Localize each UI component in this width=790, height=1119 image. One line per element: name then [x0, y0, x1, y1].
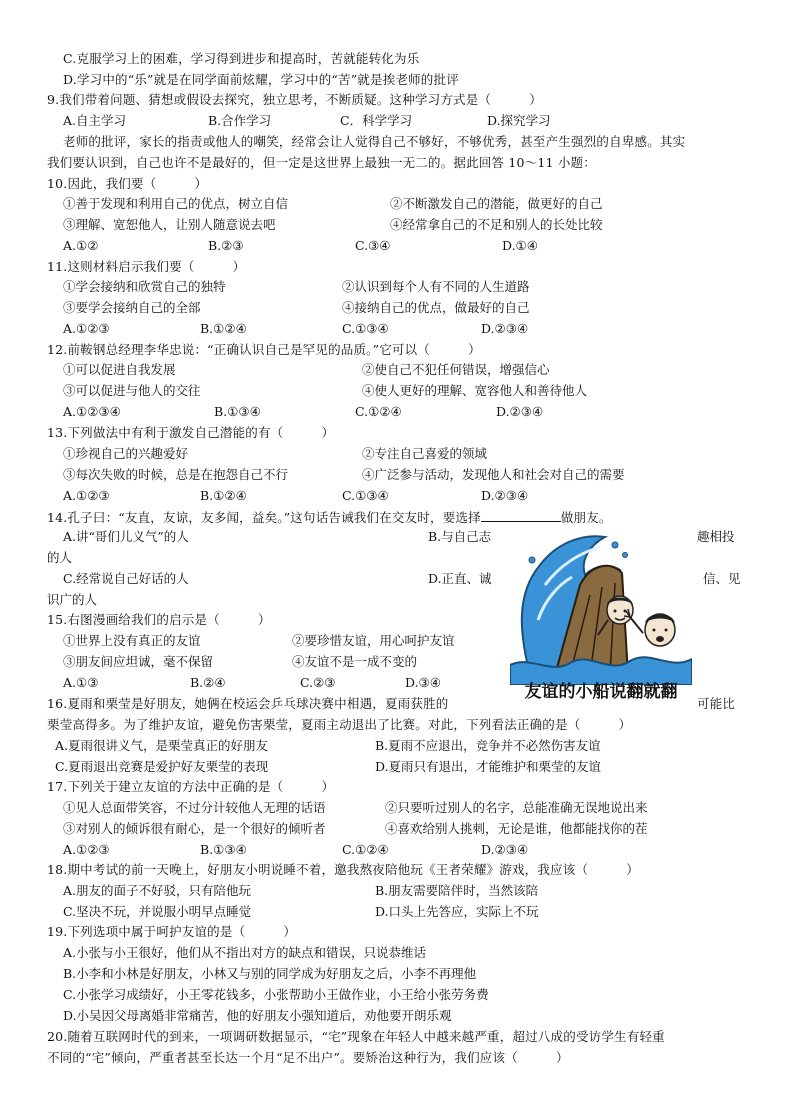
q12-statement-1: ①可以促进自我发展 [63, 362, 176, 377]
q16-line-1-tail: 可能比 [697, 696, 736, 711]
q20-line-2: 不同的“宅”倾向，严重者甚至长达一个月“足不出户”。要矫治这种行为，我们应该（ ） [47, 1050, 569, 1065]
answer-blank [481, 510, 561, 522]
q17-statement-2: ②只要听过别人的名字，总能准确无误地说出来 [385, 800, 648, 815]
q14-option-b-tail: 趣相投 [697, 529, 735, 544]
q17-option-b: B.①③④ [200, 842, 247, 857]
q11-option-b: B.①②④ [200, 321, 247, 336]
q8-option-d: D.学习中的“乐”就是在同学面前炫耀，学习中的“苦”就是挨老师的批评 [63, 72, 459, 87]
q15-option-c: C.②③ [300, 675, 336, 690]
q11-option-a: A.①②③ [63, 321, 110, 336]
q14-option-b: B.与自己志 [428, 529, 492, 544]
q15-option-b: B.②④ [190, 675, 226, 690]
q12-stem: 12.前鞍钢总经理李华忠说：“正确认识自己是罕见的品质。”它可以（ ） [47, 342, 481, 357]
q16-option-d: D.夏雨只有退出，才能维护和栗莹的友谊 [375, 759, 602, 774]
q10-statement-1: ①善于发现和利用自己的优点，树立自信 [63, 196, 289, 211]
q17-statement-4: ④喜欢给别人挑刺，无论是谁，他都能找你的茬 [385, 821, 648, 836]
q15-statement-2: ②要珍惜友谊，用心呵护友谊 [292, 633, 455, 648]
q14-option-d-wrap: 识广的人 [47, 592, 98, 607]
q8-option-c: C.克服学习上的困难，学习得到进步和提高时，苦就能转化为乐 [63, 51, 420, 66]
q13-statement-1: ①珍视自己的兴趣爱好 [63, 446, 189, 461]
q14-option-c: C.经常说自己好话的人 [63, 571, 189, 586]
q18-option-a: A.朋友的面子不好驳，只有陪他玩 [63, 883, 252, 898]
q13-statement-2: ②专注自己喜爱的领域 [362, 446, 488, 461]
q17-option-a: A.①②③ [63, 842, 110, 857]
q13-option-a: A.①②③ [63, 488, 110, 503]
q12-statement-4: ④使人更好的理解、宽容他人和善待他人 [362, 383, 588, 398]
q13-statement-3: ③每次失败的时候，总是在抱怨自己不行 [63, 467, 289, 482]
q10-statement-2: ②不断激发自己的潜能，做更好的自己 [390, 196, 603, 211]
q14-option-d-tail: 信、见 [703, 571, 741, 586]
q11-option-d: D.②③④ [481, 321, 529, 336]
q18-option-b: B.朋友需要陪伴时，当然该陪 [375, 883, 539, 898]
q10-option-d: D.①④ [502, 238, 538, 253]
q15-option-d: D.③④ [405, 675, 441, 690]
q14-stem [47, 510, 612, 525]
q17-stem: 17.下列关于建立友谊的方法中正确的是（ ） [47, 779, 335, 794]
passage-line-2: 我们要认识到，自己也许不是最好的，但一定是这世界上最独一无二的。据此回答 10～11 小题： [47, 155, 596, 170]
q13-stem: 13.下列做法中有利于激发自己潜能的有（ ） [47, 425, 335, 440]
passage-line-1: 老师的批评，家长的指责或他人的嘲笑，经常会让人觉得自己不够好，不够优秀，甚至产生强烈的自卑感。其实 [63, 134, 686, 149]
q9-option-a: A.自主学习 [63, 113, 127, 128]
q12-option-d: D.②③④ [496, 404, 544, 419]
q13-option-d: D.②③④ [481, 488, 529, 503]
q13-option-b: B.①②④ [200, 488, 247, 503]
q13-option-c: C.①③④ [342, 488, 389, 503]
q10-option-c: C.③④ [355, 238, 391, 253]
q17-statement-1: ①见人总面带笑容，不过分计较他人无理的话语 [63, 800, 326, 815]
q12-statement-2: ②使自己不犯任何错误，增强信心 [362, 362, 550, 377]
q9-option-c: C．科学学习 [340, 113, 413, 128]
q10-stem: 10.因此，我们要（ ） [47, 176, 208, 191]
q12-option-c: C.①②④ [355, 404, 402, 419]
q10-option-a: A.①② [63, 238, 99, 253]
q9-stem: 9.我们带着问题、猜想或假设去探究，独立思考，不断质疑。这种学习方式是（ ） [47, 92, 542, 107]
q19-option-a: A.小张与小王很好，他们从不指出对方的缺点和错误，只说恭维话 [63, 945, 427, 960]
q15-statement-1: ①世界上没有真正的友谊 [63, 633, 201, 648]
q9-option-d: D.探究学习 [487, 113, 551, 128]
q15-option-a: A.①③ [63, 675, 99, 690]
q13-statement-4: ④广泛参与活动，发现他人和社会对自己的需要 [362, 467, 625, 482]
q16-line-2: 栗莹高得多。为了维护友谊，避免伤害栗莹，夏雨主动退出了比赛。对此，下列看法正确的是（ ） [47, 717, 632, 732]
q19-stem: 19.下列选项中属于呵护友谊的是（ ） [47, 924, 297, 939]
q14-option-b-wrap: 的人 [47, 550, 73, 565]
q10-statement-4: ④经常拿自己的不足和别人的长处比较 [390, 217, 603, 232]
q12-option-b: B.①③④ [214, 404, 261, 419]
q11-statement-4: ④接纳自己的优点，做最好的自己 [342, 300, 530, 315]
q14-stem-pre: 14.孔子曰：“友直，友谅，友多闻，益矣。”这句话告诫我们在交友时，要选择 [47, 510, 481, 525]
q19-option-b: B.小李和小林是好朋友，小林又与别的同学成为好朋友之后，小李不再理他 [63, 966, 477, 981]
q17-statement-3: ③对别人的倾诉很有耐心，是一个很好的倾听者 [63, 821, 326, 836]
q15-statement-4: ④友谊不是一成不变的 [292, 654, 418, 669]
q20-line-1: 20.随着互联网时代的到来，一项调研数据显示，“宅”现象在年轻人中越来越严重，超过八成的受访学生有轻重 [47, 1029, 665, 1044]
q12-statement-3: ③可以促进与他人的交往 [63, 383, 201, 398]
q18-stem: 18.期中考试的前一天晚上，好朋友小明说睡不着，邀我熬夜陪他玩《王者荣耀》游戏，我应该（ ） [47, 862, 639, 877]
q14-stem-post: 做朋友。 [560, 510, 612, 525]
q16-option-b: B.夏雨不应退出，竞争并不必然伤害友谊 [375, 738, 601, 753]
q16-option-c: C.夏雨退出竞赛是爱护好友栗莹的表现 [55, 759, 269, 774]
q12-option-a: A.①②③④ [63, 404, 121, 419]
q15-statement-3: ③朋友间应坦诚，毫不保留 [63, 654, 214, 669]
q17-option-d: D.②③④ [481, 842, 529, 857]
q9-option-b: B.合作学习 [208, 113, 272, 128]
capsized-boat-illustration [510, 525, 692, 685]
q10-statement-3: ③理解、宽恕他人，让别人随意说去吧 [63, 217, 276, 232]
q18-option-d: D.口头上先答应，实际上不玩 [375, 904, 539, 919]
q19-option-c: C.小张学习成绩好，小王零花钱多，小张帮助小王做作业，小王给小张劳务费 [63, 987, 489, 1002]
q16-option-a: A.夏雨很讲义气，是栗莹真正的好朋友 [55, 738, 269, 753]
q17-option-c: C.①②④ [342, 842, 389, 857]
q11-option-c: C.①③④ [342, 321, 389, 336]
q15-stem: 15.右图漫画给我们的启示是（ ） [47, 612, 271, 627]
q11-statement-2: ②认识到每个人有不同的人生道路 [342, 279, 530, 294]
q11-stem: 11.这则材料启示我们要（ ） [47, 259, 246, 274]
q18-option-c: C.坚决不玩，并说服小明早点睡觉 [63, 904, 252, 919]
q11-statement-1: ①学会接纳和欣赏自己的独特 [63, 279, 226, 294]
q14-option-a: A.讲“哥们儿义气”的人 [63, 529, 189, 544]
q16-line-1: 16.夏雨和栗莹是好朋友，她俩在校运会乒乓球决赛中相遇，夏雨获胜的 [47, 696, 449, 711]
q10-option-b: B.②③ [208, 238, 244, 253]
cartoon-caption: 友谊的小船说翻就翻 [524, 682, 678, 702]
q14-option-d: D.正直、诚 [428, 571, 492, 586]
q19-option-d: D.小吴因父母离婚非常痛苦，他的好朋友小强知道后，劝他要开朗乐观 [63, 1008, 452, 1023]
q11-statement-3: ③要学会接纳自己的全部 [63, 300, 201, 315]
